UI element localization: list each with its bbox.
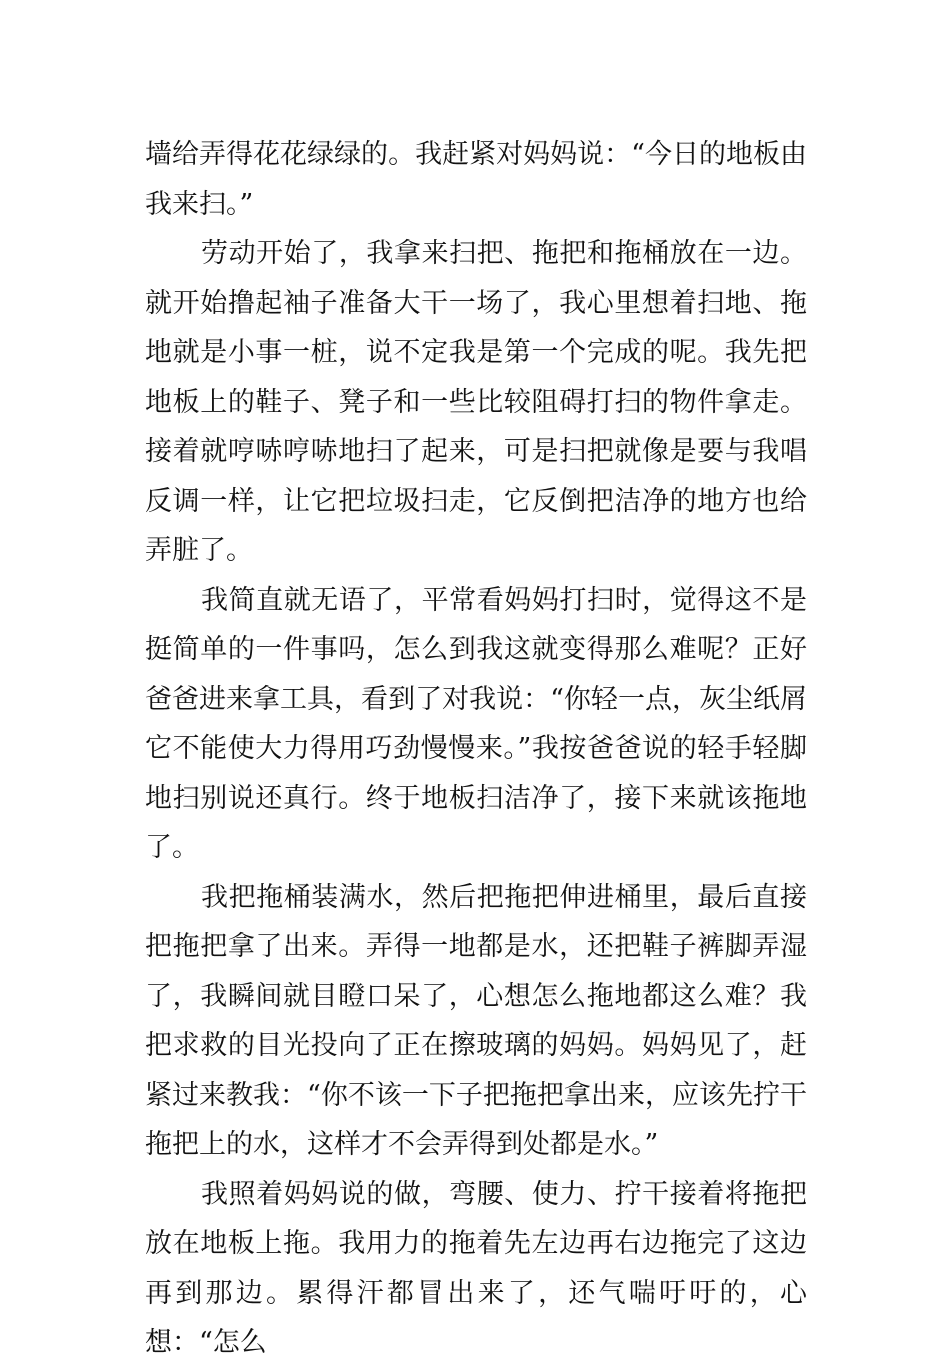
paragraph-5: 我照着妈妈说的做，弯腰、使力、拧干接着将拖把放在地板上拖。我用力的拖着先左边再右边拖完了这边再到那边。累得汗都冒出来了，还气喘吁吁的，心想：“怎么 bbox=[145, 1178, 807, 1358]
paragraph-2: 劳动开始了，我拿来扫把、拖把和拖桶放在一边。就开始撸起袖子准备大干一场了，我心里想着扫地、拖地就是小事一桩，说不定我是第一个完成的呢。我先把地板上的鞋子、凳子和一些比较阻碍打扫的物件拿走。接着就哼哧哼哧地扫了起来，可是扫把就像是要与我唱反调一样，让它把垃圾扫走，它反倒把洁净的地方也给弄脏了。 bbox=[145, 238, 807, 566]
document-body bbox=[145, 130, 807, 1368]
paragraph-1: 墙给弄得花花绿绿的。我赶紧对妈妈说：“今日的地板由我来扫。” bbox=[145, 139, 807, 220]
paragraph-4: 我把拖桶装满水，然后把拖把伸进桶里，最后直接把拖把拿了出来。弄得一地都是水，还把鞋子裤脚弄湿了，我瞬间就目瞪口呆了，心想怎么拖地都这么难？我把求救的目光投向了正在擦玻璃的妈妈。妈妈见了，赶紧过来教我：“你不该一下子把拖把拿出来，应该先拧干拖把上的水，这样才不会弄得到处都是水。” bbox=[145, 881, 807, 1160]
paragraph-3: 我简直就无语了，平常看妈妈打扫时，觉得这不是挺简单的一件事吗，怎么到我这就变得那么难呢？正好爸爸进来拿工具，看到了对我说：“你轻一点，灰尘纸屑它不能使大力得用巧劲慢慢来。”我按爸爸说的轻手轻脚地扫别说还真行。终于地板扫洁净了，接下来就该拖地了。 bbox=[145, 584, 807, 863]
